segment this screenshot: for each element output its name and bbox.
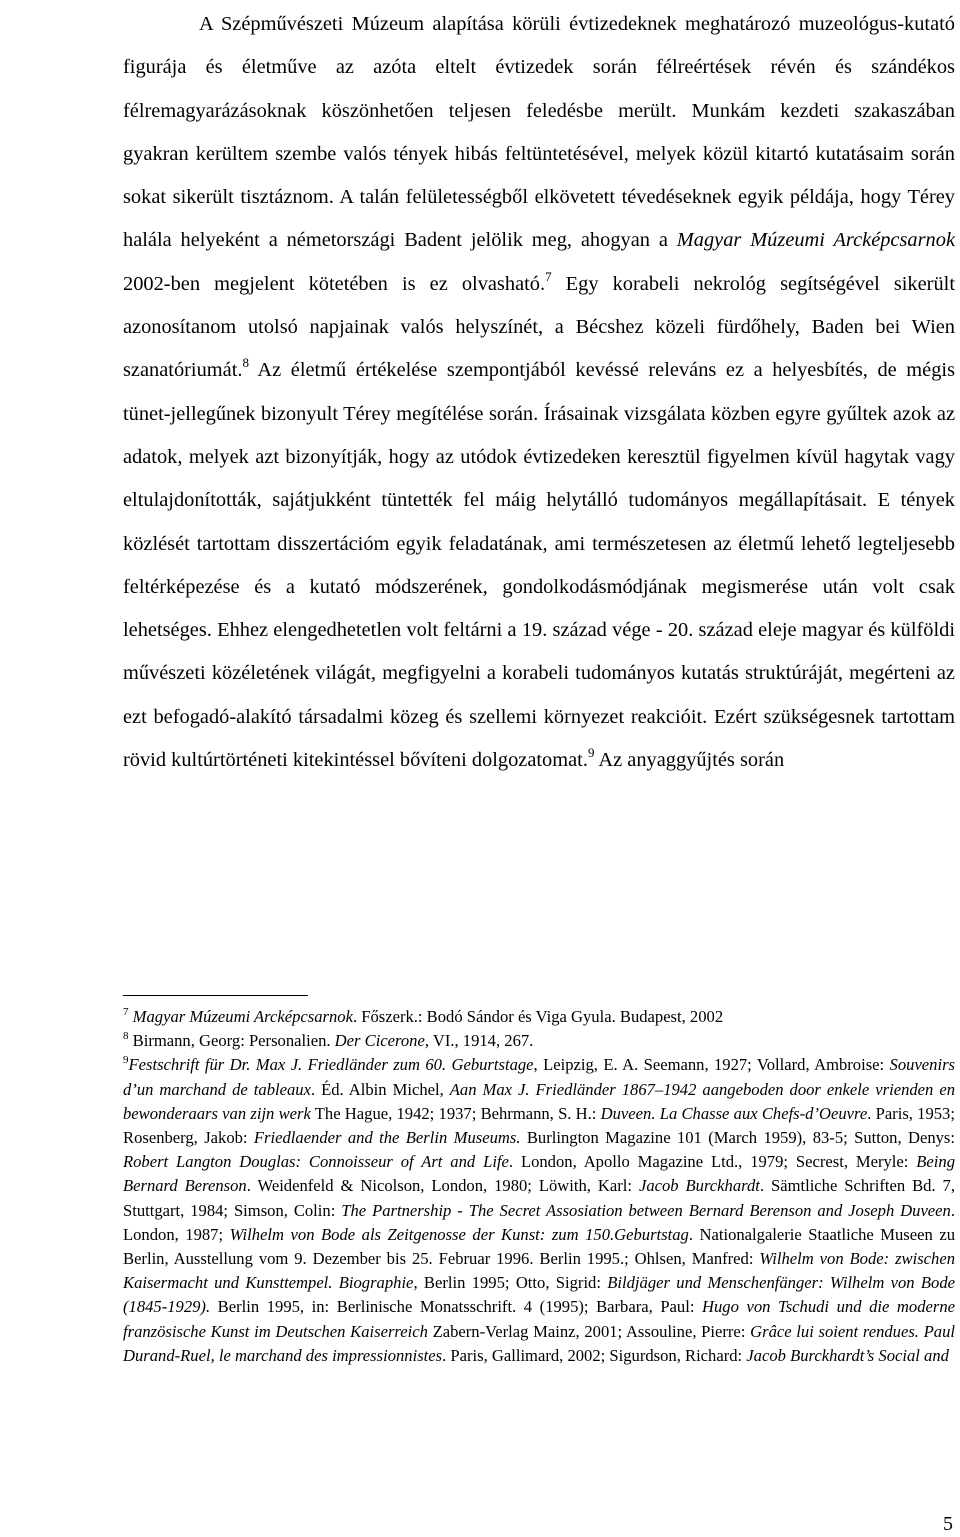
footnote-text: Berlin 1995, in: Berlinische Monatsschrift. 4 (1995); Barbara, Paul:	[210, 1297, 703, 1317]
footnote-italic: Robert Langton Douglas: Connoisseur of Art and Life	[123, 1152, 509, 1172]
body-paragraph	[123, 0, 955, 782]
footnote-text: Birmann, Georg: Personalien.	[132, 1031, 335, 1051]
footnotes	[123, 1005, 955, 1368]
footnote-text: . Paris, 1953; Rosenberg, Jakob:	[123, 1103, 955, 1148]
footnote-text: , Leipzig, E. A. Seemann, 1927; Vollard, Ambroise:	[533, 1055, 890, 1075]
italic-title: Magyar Múzeumi Arcképcsarnok	[676, 229, 955, 252]
footnote-italic: Hugo von Tschudi und die moderne französische Kunst im Deutschen Kaiserreich	[123, 1297, 955, 1341]
footnote-text: . Sämtliche Schriften Bd. 7, Stuttgart, 1984; Simson, Colin:	[123, 1176, 955, 1220]
footnote-text: . Weidenfeld & Nicolson, London, 1980; Löwith, Karl:	[246, 1176, 639, 1196]
footnote-italic: The Partnership - The Secret Assosiation between Bernard Berenson and Joseph Duveen	[341, 1200, 951, 1220]
footnote-italic: Der Cicerone	[334, 1031, 425, 1051]
footnote-separator	[123, 995, 308, 996]
footnote-italic: Festschrift für Dr. Max J. Friedländer zum 60. Geburtstage	[128, 1055, 534, 1075]
footnote-number: 8	[123, 1030, 129, 1043]
footnote-italic: Friedlaender and the Berlin Museums.	[253, 1128, 521, 1148]
body-text-segment: Az anyaggyűjtés során	[594, 749, 785, 772]
footnote-8	[123, 1029, 955, 1053]
footnote-text: . Paris, Gallimard, 2002; Sigurdson, Richard:	[442, 1345, 747, 1365]
footnote-text: . Éd. Albin Michel,	[310, 1079, 450, 1099]
footnote-italic: Wilhelm von Bode: zwischen Kaisermacht und Kunsttempel. Biographie	[123, 1249, 955, 1293]
footnote-text: . Főszerk.: Bodó Sándor és Viga Gyula. Budapest, 2002	[352, 1007, 724, 1026]
page-number: 5	[943, 1513, 953, 1535]
footnote-italic: Bildjäger und Menschenfänger: Wilhelm von Bode (1845-1929).	[123, 1273, 955, 1317]
footnote-text: . London, Apollo Magazine Ltd., 1979; Secrest, Meryle:	[508, 1152, 917, 1172]
page	[123, 0, 956, 1365]
footnote-9	[123, 1053, 955, 1368]
footnote-italic: Duveen. La Chasse aux Chefs-d’Oeuvre	[600, 1103, 868, 1123]
footnote-7	[123, 1005, 955, 1029]
body-text-segment: Az életmű értékelése szempontjából kevéssé releváns ez a helyesbítés, de mégis tünet-jellegűnek bizonyult Térey megítélése során. Írásainak vizsgálata közben egyre gyűltek azok az adatok, melyek azt bizonyítják, hogy az utódok évtizedeken keresztül figyelmen kívül hagytak vagy eltulajdonították, sajátjukként tüntették fel máig helytálló tudományos megállapításait. E tények közlését tartottam disszertációm egyik feladatának, ami természetesen az életmű lehető legteljesebb feltérképezése és a kutató módszerének, gondolkodásmódjának megismerése után volt csak lehetséges. Ehhez elengedhetetlen volt feltárni a 19. század vége - 20. század eleje magyar és külföldi művészeti közéletének világát, megfigyelni a korabeli tudományos kutatás struktúráját, megérteni az ezt befogadó-alakító társadalmi közeg és szellemi környezet reakcióit. Ezért szükségesnek tartottam rövid kultúrtörténeti kitekintéssel bővíteni dolgozatomat.	[123, 359, 955, 772]
footnote-italic: Wilhelm von Bode als Zeitgenosse der Kunst: zum 150.Geburtstag	[229, 1224, 689, 1244]
footnote-text: The Hague, 1942; 1937; Behrmann, S. H.:	[310, 1103, 601, 1123]
body-text-segment: 2002-ben megjelent kötetében is ez olvasható.	[123, 272, 546, 295]
footnote-number: 7	[123, 1006, 129, 1018]
footnote-ref-9[interactable]: 9	[587, 745, 595, 761]
footnote-text: Zabern-Verlag Mainz, 2001; Assouline, Pierre:	[427, 1321, 751, 1341]
footnote-text: . Nationalgalerie Staatliche Museen zu Berlin, Ausstellung vom 9. Dezember bis 25. Februar 1996. Berlin 1995.; Ohlsen, Manfred:	[123, 1224, 955, 1269]
footnote-ref-7[interactable]: 7	[545, 268, 552, 284]
footnote-text: Burlington Magazine 101 (March 1959), 83-5; Sutton, Denys:	[520, 1128, 955, 1148]
footnote-italic: Aan Max J. Friedländer 1867–1942 aangeboden door enkele vrienden en bewonderaars van zijn werk	[123, 1079, 956, 1123]
footnote-italic: Grâce lui soient rendues. Paul Durand-Ruel, le marchand des impressionnistes	[123, 1321, 955, 1365]
footnote-italic: Jacob Burckhardt’s Social and	[746, 1345, 949, 1365]
footnote-italic: Being Bernard Berenson	[123, 1152, 955, 1196]
footnote-italic: Souvenirs d’un marchand de tableaux	[123, 1055, 955, 1099]
footnote-ref-8[interactable]: 8	[242, 355, 249, 371]
body-text-segment: A Szépművészeti Múzeum alapítása körüli évtizedeknek meghatározó muzeológus-kutató figurája és életműve az azóta eltelt évtizedek során félreértések révén és szándékos félremagyarázásoknak köszönhetően teljesen feledésbe merült. Munkám kezdeti szakaszában gyakran kerültem szembe valós tények hibás feltüntetésével, melyek közül kitartó kutatásaim során sokat sikerült tisztáznom. A talán felületességből elkövetett tévedéseknek egyik példája, hogy Térey halála helyeként a németországi Badent jelölik meg, ahogyan a	[123, 13, 955, 252]
body-text-segment: Egy korabeli nekrológ segítségével sikerült azonosítanom utolsó napjainak valós helyszínét, a Bécshez közeli fürdőhely, Baden bei Wien szanatóriumát.	[123, 272, 955, 382]
footnote-text: , VI., 1914, 267.	[424, 1031, 534, 1051]
footnote-italic: Jacob Burckhardt	[638, 1176, 760, 1196]
footnote-number: 9	[123, 1054, 129, 1067]
footnote-text: , Berlin 1995; Otto, Sigrid:	[413, 1273, 608, 1293]
footnote-text: . London, 1987;	[123, 1200, 955, 1244]
footnote-italic: Magyar Múzeumi Arcképcsarnok	[132, 1007, 353, 1026]
